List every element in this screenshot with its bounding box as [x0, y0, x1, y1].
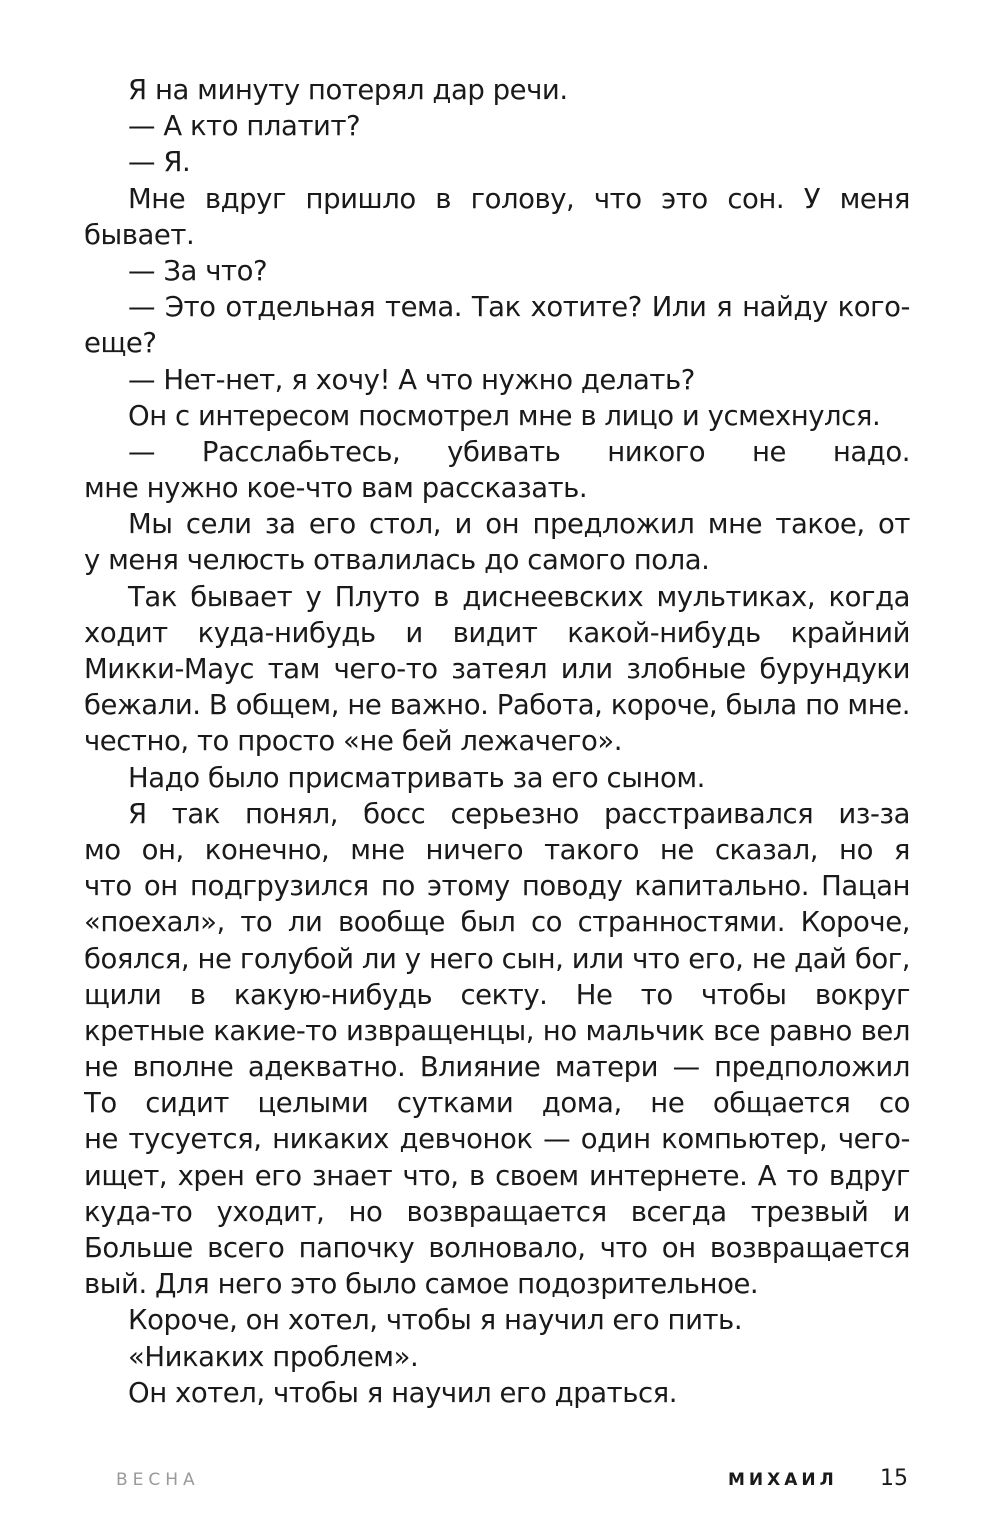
text-line: честно, то просто «не бей лежачего». — [84, 725, 623, 758]
text-line: — За что? — [128, 254, 268, 287]
text-line: еще? — [84, 327, 157, 360]
text-line: Он с интересом посмотрел мне в лицо и усмехнулся. — [128, 399, 881, 432]
text-line: ходит куда-нибудь и видит какой-нибудь крайний — [84, 616, 910, 649]
text-line: Короче, он хотел, чтобы я научил его пить. — [128, 1304, 743, 1337]
text-line: — Нет-нет, я хочу! А что нужно делать? — [128, 363, 695, 396]
text-line: мне нужно кое-что вам рассказать. — [84, 472, 588, 505]
book-title: ВЕСНА — [116, 1470, 200, 1490]
text-line: не вполне адекватно. Влияние матери — предположил — [84, 1051, 910, 1084]
text-line: вый. Для него это было самое подозрительное. — [84, 1268, 759, 1301]
text-line: бежали. В общем, не важно. Работа, короче, была по мне. — [84, 689, 910, 722]
text-line: Мы сели за его стол, и он предложил мне такое, от — [128, 508, 910, 541]
text-line: «поехал», то ли вообще был со странностями. Короче, — [84, 906, 910, 939]
page-body-text — [84, 72, 910, 1411]
text-line: — Расслабьтесь, убивать никого не надо. — [128, 435, 910, 468]
text-line: — Я. — [128, 146, 191, 179]
text-line: не тусуется, никаких девчонок — один компьютер, чего- — [84, 1123, 910, 1156]
text-line: — Это отдельная тема. Так хотите? Или я найду кого- — [128, 291, 910, 324]
text-line: бывает. — [84, 218, 195, 251]
text-line: что он подгрузился по этому поводу капитально. Пацан — [84, 870, 910, 903]
text-line: Так бывает у Плуто в диснеевских мультиках, когда — [128, 580, 910, 613]
text-line: у меня челюсть отвалилась до самого пола. — [84, 544, 710, 577]
page-number: 15 — [880, 1466, 908, 1491]
text-line: боялся, не голубой ли у него сын, или что его, не дай бог, — [84, 942, 910, 975]
text-line: Мне вдруг пришло в голову, что это сон. У меня — [128, 182, 910, 215]
text-line: Я так понял, босс серьезно расстраивался из-за — [128, 797, 910, 830]
text-line: мо он, конечно, мне ничего такого не сказал, но я — [84, 833, 910, 866]
text-line: куда-то уходит, но возвращается всегда трезвый и — [84, 1195, 910, 1228]
chapter-title: МИХАИЛ — [728, 1470, 838, 1490]
text-line: кретные какие-то извращенцы, но мальчик все равно вел — [84, 1014, 910, 1047]
text-line: «Никаких проблем». — [128, 1340, 419, 1373]
page-footer — [0, 1462, 1000, 1502]
text-line: щили в какую-нибудь секту. Не то чтобы вокруг — [84, 978, 910, 1011]
text-line: Микки-Маус там чего-то затеял или злобные бурундуки — [84, 653, 910, 685]
text-line: ищет, хрен его знает что, в своем интернете. А то вдруг — [84, 1159, 910, 1192]
text-line: Я на минуту потерял дар речи. — [128, 74, 568, 106]
text-line: Больше всего папочку волновало, что он возвращается — [84, 1232, 910, 1264]
text-line: Он хотел, чтобы я научил его драться. — [128, 1376, 678, 1409]
text-line: То сидит целыми сутками дома, не общается со — [84, 1087, 910, 1120]
text-line: Надо было присматривать за его сыном. — [128, 761, 705, 794]
text-line: — А кто платит? — [128, 110, 361, 143]
